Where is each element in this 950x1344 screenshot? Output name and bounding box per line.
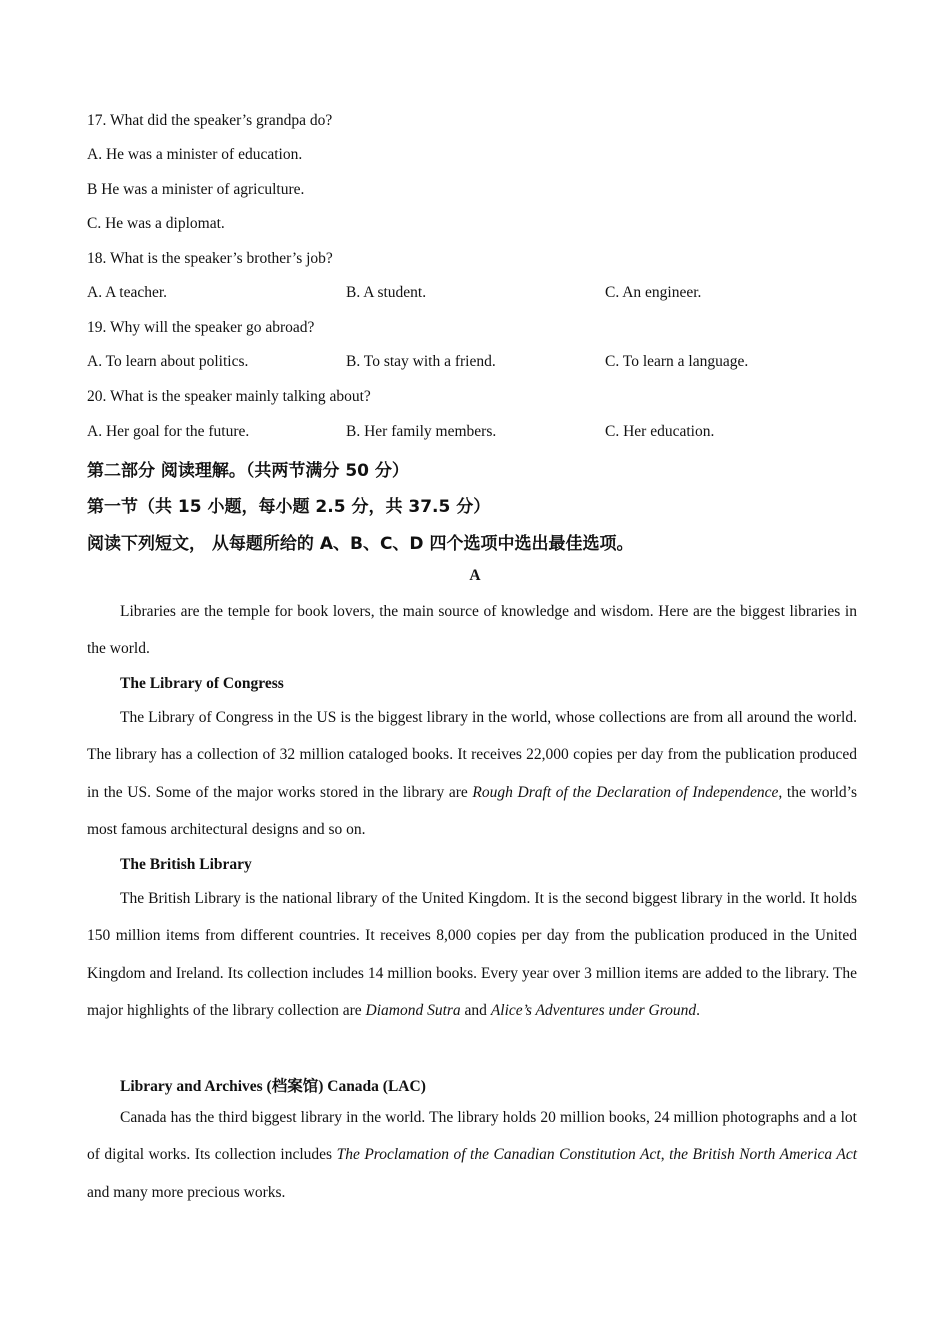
passage-label: A — [469, 567, 481, 584]
congress-title: The Library of Congress — [120, 675, 284, 692]
instruction: 阅读下列短文， 从每题所给的 A、B、C、D 四个选项中选出最佳选项。 — [87, 534, 634, 554]
option-17-c: C. He was a diplomat. — [87, 215, 225, 232]
option-20-a: A. Her goal for the future. — [87, 423, 250, 440]
lac-text-3: and many more precious works. — [87, 1183, 286, 1201]
option-19-b: B. To stay with a friend. — [346, 353, 496, 370]
question-20: 20. What is the speaker mainly talking about? — [87, 388, 371, 405]
british-paragraph — [87, 880, 857, 1030]
question-17: 17. What did the speaker’s grandpa do? — [87, 112, 333, 129]
option-18-b: B. A student. — [346, 284, 427, 301]
sub-title: 第一节（共 15 小题，每小题 2.5 分，共 37.5 分） — [87, 497, 491, 517]
lac-italic-1: The Proclamation of the Canadian Constitution Act — [336, 1146, 661, 1164]
lac-paragraph — [87, 1099, 857, 1211]
lac-title: Library and Archives (档案馆) Canada (LAC) — [120, 1078, 426, 1095]
lac-text-2: , — [660, 1146, 670, 1164]
option-17-a: A. He was a minister of education. — [87, 146, 303, 163]
british-text-1: The British Library is the national library of the United Kingdom. It is the second biggest library in the world. It holds 150 million items from different countries. It receives 8,000 copies per day from the publication produced in the United Kingdom and Ireland. Its collection includes 14 million books. Every year over 3 million items are added to the library. The major highlights of the library collection are — [87, 890, 857, 1020]
congress-paragraph — [87, 699, 857, 849]
british-italic-2: Alice’s Adventures under Ground — [490, 1002, 697, 1020]
lac-italic-2: the British North America Act — [669, 1146, 858, 1164]
part-title: 第二部分 阅读理解。（共两节满分 50 分） — [87, 461, 409, 481]
congress-text-1: The Library of Congress in the US is the biggest library in the world, whose collections are from all around the world. The library has a collection of 32 million cataloged books. It receives 22,000 copies per day from the publication produced in the US. Some of the major works stored in the library are — [87, 709, 857, 801]
british-italic-1: Diamond Sutra — [365, 1002, 461, 1020]
option-20-c: C. Her education. — [605, 423, 715, 440]
option-19-c: C. To learn a language. — [605, 353, 749, 370]
british-title: The British Library — [120, 856, 252, 873]
option-20-b: B. Her family members. — [346, 423, 497, 440]
option-17-b: B He was a minister of agriculture. — [87, 181, 305, 198]
british-text-3: . — [696, 1002, 701, 1020]
option-18-a: A. A teacher. — [87, 284, 168, 301]
question-19: 19. Why will the speaker go abroad? — [87, 319, 315, 336]
british-text-2: and — [460, 1002, 491, 1020]
congress-text-2: , the world’s most famous architectural designs and so on. — [87, 783, 857, 839]
lac-text-1: Canada has the third biggest library in the world. The library holds 20 million books, 24 million photographs and a lot of digital works. Its collection includes — [87, 1109, 857, 1164]
option-18-c: C. An engineer. — [605, 284, 702, 301]
passage-intro: Libraries are the temple for book lovers, the main source of knowledge and wisdom. Here are the biggest libraries in the world. — [87, 603, 857, 658]
congress-italic-1: Rough Draft of the Declaration of Independence — [472, 783, 779, 801]
question-18: 18. What is the speaker’s brother’s job? — [87, 250, 333, 267]
option-19-a: A. To learn about politics. — [87, 353, 249, 370]
